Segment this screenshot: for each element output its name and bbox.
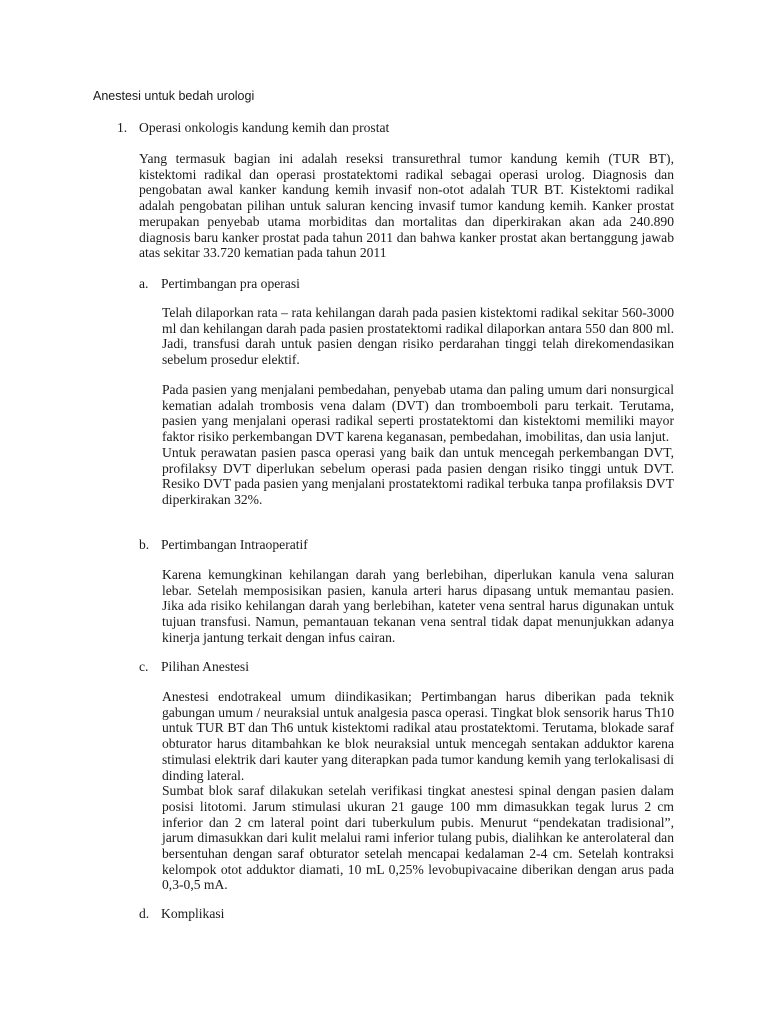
- subsection-c-marker: c.: [139, 659, 149, 674]
- section-1-number: 1.: [117, 120, 128, 135]
- subsection-c-paragraph-1: Anestesi endotrakeal umum diindikasikan; Pertimbangan harus diberikan pada teknik gabungan umum / neuraksial untuk analgesia pasca operasi. Tingkat blok sensorik harus Th10 untuk TUR BT dan Th6 untuk kistektomi radikal atau prostatektomi. Terutama, blokade saraf obturator harus ditambahkan ke blok neuraksial untuk mencegah sentakan adduktor karena stimulasi elektrik dari kauter yang diterapkan pada tumor kandung kemih yang terlokalisasi di dinding lateral.: [162, 689, 674, 783]
- subsection-c-title: Pilihan Anestesi: [161, 659, 249, 674]
- subsection-c-paragraph-group: [162, 689, 674, 893]
- section-1-title: Operasi onkologis kandung kemih dan prostat: [139, 120, 390, 135]
- subsection-a-paragraph-3: Untuk perawatan pasien pasca operasi yang baik dan untuk mencegah perkembangan DVT, profilaksy DVT diperlukan sebelum operasi pada pasien dengan risiko tinggi untuk DVT. Resiko DVT pada pasien yang menjalani prostatektomi radikal terbuka tanpa profilaksis DVT diperkirakan 32%.: [162, 444, 674, 507]
- subsection-d-marker: d.: [139, 906, 150, 921]
- subsection-c-paragraph-2: Sumbat blok saraf dilakukan setelah verifikasi tingkat anestesi spinal dengan pasien dalam posisi litotomi. Jarum stimulasi ukuran 21 gauge 100 mm dimasukkan tegak lurus 2 cm inferior dan 2 cm lateral point dari tuberkulum pubis. Menurut “pendekatan tradisional”, jarum dimasukkan dari kulit melalui rami inferior tulang pubis, dialihkan ke anterolateral dan bersentuhan dengan saraf obturator setelah mencapai kedalaman 2-4 cm. Setelah kontraksi kelompok otot adduktor diamati, 10 mL 0,25% levobupivacaine diberikan dengan arus pada 0,3-0,5 mA.: [162, 783, 674, 893]
- document-heading: Anestesi untuk bedah urologi: [93, 89, 255, 103]
- subsection-b-marker: b.: [139, 537, 150, 552]
- subsection-a-paragraph-2: Pada pasien yang menjalani pembedahan, penyebab utama dan paling umum dari nonsurgical kematian adalah trombosis vena dalam (DVT) dan tromboemboli paru terkait. Terutama, pasien yang menjalani operasi radikal seperti prostatektomi dan kistektomi memiliki mayor faktor risiko perkembangan DVT karena keganasan, pembedahan, imobilitas, dan usia lanjut.: [162, 382, 674, 445]
- subsection-b-title: Pertimbangan Intraoperatif: [161, 537, 308, 552]
- subsection-a-title: Pertimbangan pra operasi: [161, 276, 300, 291]
- subsection-d-title: Komplikasi: [161, 906, 225, 921]
- subsection-a-paragraph-1: Telah dilaporkan rata – rata kehilangan darah pada pasien kistektomi radikal sekitar 560-3000 ml dan kehilangan darah pada pasien prostatektomi radikal dilaporkan antara 550 dan 800 ml. Jadi, transfusi darah untuk pasien dengan risiko perdarahan tinggi telah direkomendasikan sebelum prosedur elektif.: [162, 305, 674, 368]
- subsection-a-marker: a.: [139, 276, 149, 291]
- subsection-a-paragraph-group: [162, 382, 674, 508]
- section-1-intro: Yang termasuk bagian ini adalah reseksi transurethral tumor kandung kemih (TUR BT), kistektomi radikal dan operasi prostatektomi radikal sebagai operasi urolog. Diagnosis dan pengobatan awal kanker kandung kemih invasif non-otot adalah TUR BT. Kistektomi radikal adalah pengobatan pilihan untuk saluran kencing invasif tumor kandung kemih. Kanker prostat merupakan penyebab utama morbiditas dan mortalitas dan diperkirakan akan ada 240.890 diagnosis baru kanker prostat pada tahun 2011 dan bahwa kanker prostat akan bertanggung jawab atas sekitar 33.720 kematian pada tahun 2011: [139, 151, 674, 261]
- subsection-b-paragraph-1: Karena kemungkinan kehilangan darah yang berlebihan, diperlukan kanula vena saluran lebar. Setelah memposisikan pasien, kanula arteri harus dipasang untuk memantau pasien. Jika ada risiko kehilangan darah yang berlebihan, kateter vena sentral harus digunakan untuk tujuan transfusi. Namun, pemantauan tekanan vena sentral tidak dapat menunjukkan adanya kinerja jantung terkait dengan infus cairan.: [162, 567, 674, 645]
